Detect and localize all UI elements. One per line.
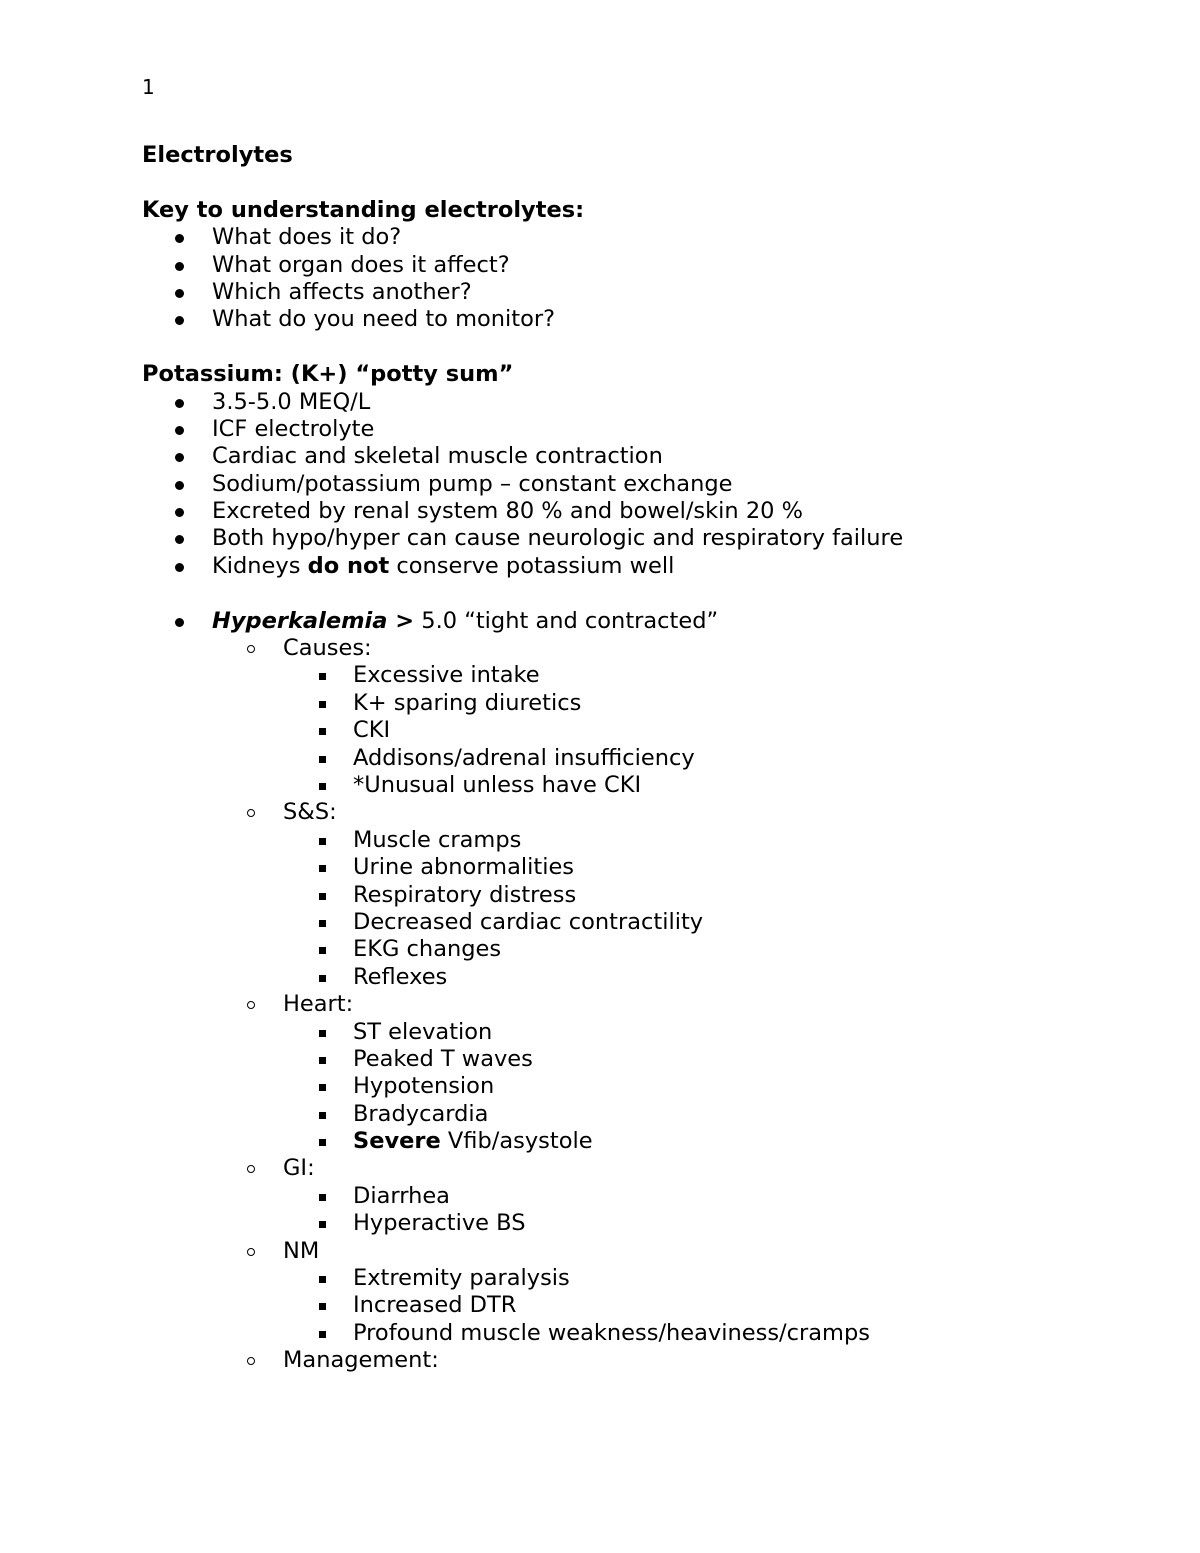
list-item: Diarrhea xyxy=(353,1182,450,1209)
list-item: Cardiac and skeletal muscle contraction xyxy=(212,443,663,470)
list-item: Profound muscle weakness/heaviness/cramps xyxy=(353,1319,870,1346)
potassium-heading: Potassium: (K+) “potty sum” xyxy=(142,361,514,388)
sublist-label: Management: xyxy=(283,1347,439,1374)
list-item: Hypotension xyxy=(353,1073,495,1100)
list-item: What do you need to monitor? xyxy=(212,306,556,333)
key-section-heading: Key to understanding electrolytes: xyxy=(142,196,585,223)
list-item: Increased DTR xyxy=(353,1292,517,1319)
hyperkalemia-item: Hyperkalemia > 5.0 “tight and contracted” xyxy=(212,607,719,634)
sublist-label: Causes: xyxy=(283,635,372,662)
list-item: CKI xyxy=(353,717,391,744)
list-item: Kidneys do not conserve potassium well xyxy=(212,552,675,579)
document-body xyxy=(142,142,1142,1375)
list-item: Bradycardia xyxy=(353,1100,489,1127)
spacer xyxy=(142,580,1142,607)
list-item: Excreted by renal system 80 % and bowel/skin 20 % xyxy=(212,498,803,525)
spacer xyxy=(142,334,1142,361)
page-number: 1 xyxy=(142,75,155,99)
list-item: What does it do? xyxy=(212,224,402,251)
list-item: 3.5-5.0 MEQ/L xyxy=(212,388,371,415)
list-item: Addisons/adrenal insufficiency xyxy=(353,744,695,771)
list-item: Decreased cardiac contractility xyxy=(353,908,704,935)
sublist-label: GI: xyxy=(283,1155,315,1182)
list-item: K+ sparing diuretics xyxy=(353,689,582,716)
list-item: Extremity paralysis xyxy=(353,1265,570,1292)
list-item: Sodium/potassium pump – constant exchange xyxy=(212,470,733,497)
list-item: ICF electrolyte xyxy=(212,415,375,442)
list-item: ST elevation xyxy=(353,1018,493,1045)
list-item: Excessive intake xyxy=(353,662,540,689)
list-item: Reflexes xyxy=(353,963,448,990)
list-item: Both hypo/hyper can cause neurologic and respiratory failure xyxy=(212,525,904,552)
list-item: Urine abnormalities xyxy=(353,854,575,881)
sublist-label: NM xyxy=(283,1237,320,1264)
list-item: EKG changes xyxy=(353,936,502,963)
list-item: Hyperactive BS xyxy=(353,1210,526,1237)
spacer xyxy=(142,169,1142,196)
sublist-label: Heart: xyxy=(283,991,354,1018)
list-item: *Unusual unless have CKI xyxy=(353,771,642,798)
document-title: Electrolytes xyxy=(142,142,293,168)
list-item: Respiratory distress xyxy=(353,881,577,908)
hyperkalemia-term: Hyperkalemia xyxy=(212,607,388,634)
list-item: What organ does it affect? xyxy=(212,251,510,278)
sublist-label: S&S: xyxy=(283,799,337,826)
list-item: Muscle cramps xyxy=(353,826,522,853)
list-item: Severe Vfib/asystole xyxy=(353,1128,593,1155)
list-item: Which affects another? xyxy=(212,278,472,305)
list-item: Peaked T waves xyxy=(353,1045,533,1072)
